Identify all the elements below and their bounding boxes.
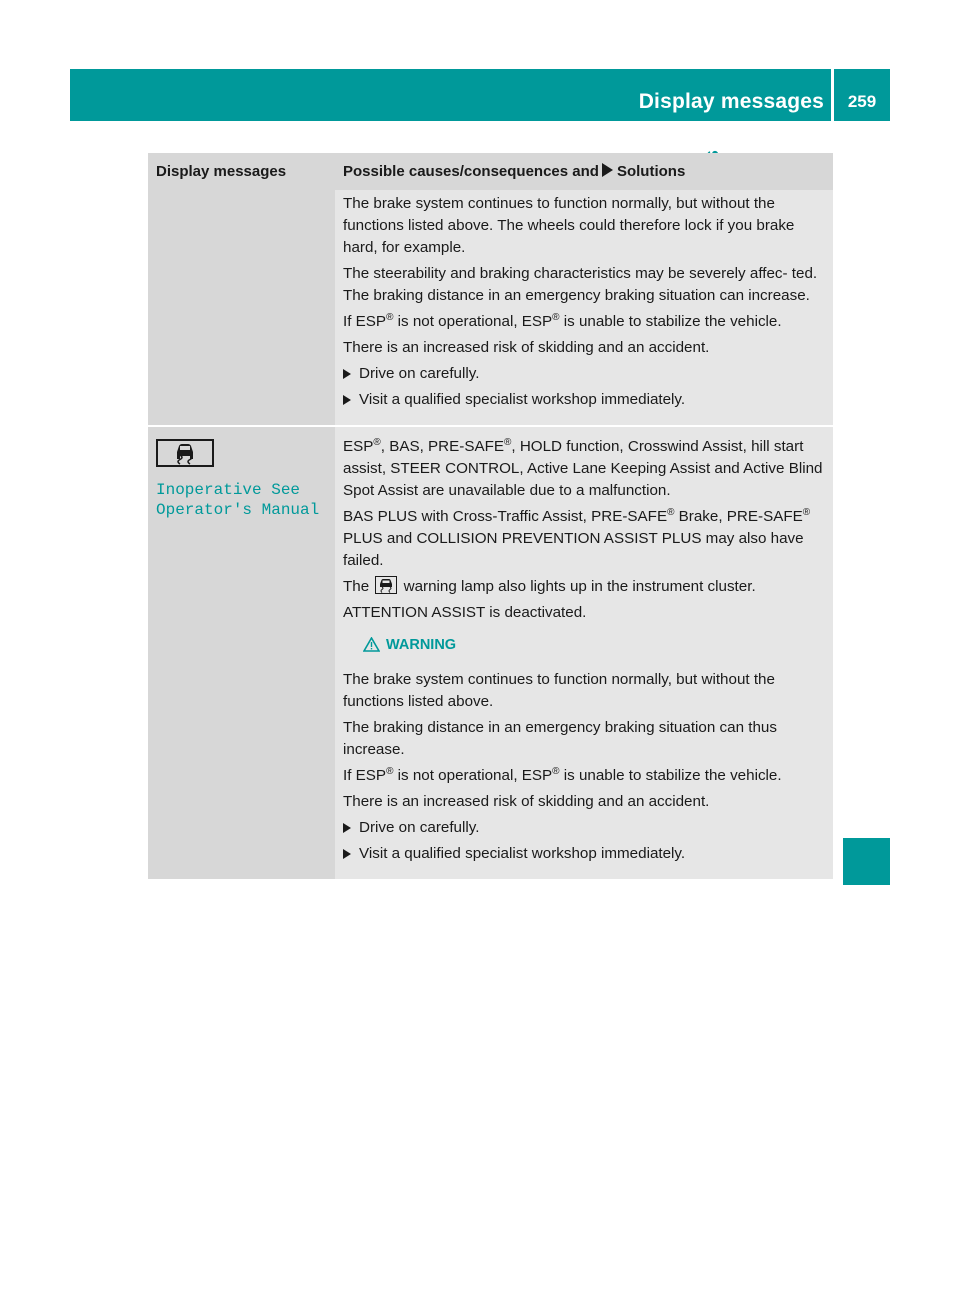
row2-esp-paragraph — [343, 436, 829, 502]
table-row — [148, 190, 833, 426]
registered-mark: ® — [667, 506, 675, 518]
bullet-arrow-icon — [343, 395, 351, 405]
text-fragment: warning lamp also lights up in the instrument cluster. — [403, 578, 756, 595]
warning-label: WARNING — [386, 637, 457, 653]
skid-warning-icon — [156, 439, 214, 467]
message-line: Inoperative See — [156, 481, 301, 499]
row1-message-cell — [148, 190, 335, 426]
text-fragment: is unable to stabilize the vehicle. — [559, 767, 782, 784]
display-messages-table — [148, 153, 833, 879]
col-header-display-messages: Display messages — [148, 153, 335, 190]
row2-warning-paragraph: The braking distance in an emergency braking situation can thus increase. — [343, 719, 777, 758]
text-fragment: , HOLD function, Crosswind Assist, hill start assist, STEER CONTROL, Active Lane Keeping Assist and Active Blind Spot Assist are unavailable due to a malfunction. — [343, 438, 823, 499]
skid-warning-lamp-icon — [375, 576, 397, 594]
col-header-solutions: Solutions — [616, 163, 686, 180]
table-row — [148, 426, 833, 879]
text-fragment: is not operational, ESP — [393, 313, 553, 330]
registered-mark: ® — [802, 506, 811, 518]
solutions-arrow-icon — [602, 163, 613, 177]
bullet-arrow-icon — [343, 823, 351, 833]
warning-heading — [363, 634, 829, 659]
registered-mark: ® — [552, 765, 560, 777]
text-fragment: BAS PLUS with Cross-Traffic Assist, PRE-SAFE — [343, 508, 668, 525]
row1-paragraph: The brake system continues to function normally, but without the functions listed above. The wheels could therefore lock if you brake hard, for example. — [343, 195, 795, 256]
side-tab-marker — [843, 838, 890, 885]
row2-bullet — [343, 817, 829, 839]
text-fragment: is not operational, ESP — [393, 767, 553, 784]
row2-warning-esp-paragraph — [343, 765, 829, 787]
warning-triangle-icon — [363, 637, 380, 659]
text-fragment: PLUS and COLLISION PREVENTION ASSIST PLUS may also have failed. — [343, 530, 804, 569]
row2-message-cell — [148, 426, 335, 879]
text-fragment: , BAS, PRE-SAFE — [380, 438, 504, 455]
registered-mark: ® — [504, 436, 512, 448]
bullet-text: Drive on carefully. — [359, 365, 480, 382]
side-tab — [843, 150, 887, 800]
page-number: 259 — [847, 92, 877, 111]
header-title: Display messages — [638, 90, 824, 113]
row2-lamp-paragraph — [343, 576, 829, 598]
page-header — [70, 69, 890, 121]
row2-warning-paragraph: There is an increased risk of skidding and an accident. — [343, 793, 710, 810]
text-fragment: Brake, PRE-SAFE — [674, 508, 803, 525]
table-header-row — [148, 153, 833, 190]
row1-paragraph: The steerability and braking characteristics may be severely affec- ted. The braking distance in an emergency braking situation can increase. — [343, 265, 818, 304]
bullet-arrow-icon — [343, 849, 351, 859]
row2-causes-cell — [335, 426, 833, 879]
text-fragment: The — [343, 578, 370, 595]
bullet-arrow-icon — [343, 369, 351, 379]
registered-mark: ® — [386, 765, 394, 777]
text-fragment: If ESP — [343, 767, 387, 784]
registered-mark: ® — [373, 436, 381, 448]
col-header-causes — [335, 153, 833, 190]
row1-bullet — [343, 389, 829, 411]
bullet-text: Visit a qualified specialist workshop immediately. — [359, 391, 686, 408]
bullet-text: Visit a qualified specialist workshop immediately. — [359, 845, 686, 862]
text-fragment: If ESP — [343, 313, 387, 330]
message-line: Operator's Manual — [156, 501, 320, 519]
col-header-causes-prefix: Possible causes/consequences and — [343, 163, 599, 180]
row1-esp-paragraph — [343, 311, 829, 333]
row1-causes-cell — [335, 190, 833, 426]
registered-mark: ® — [386, 311, 394, 323]
row2-warning-paragraph: The brake system continues to function normally, but without the functions listed above. — [343, 671, 775, 710]
text-fragment: ESP — [343, 438, 374, 455]
row1-bullet — [343, 363, 829, 385]
row2-bas-paragraph — [343, 506, 829, 572]
text-fragment: is unable to stabilize the vehicle. — [559, 313, 782, 330]
registered-mark: ® — [552, 311, 560, 323]
row2-paragraph: ATTENTION ASSIST is deactivated. — [343, 604, 587, 621]
row1-paragraph: There is an increased risk of skidding and an accident. — [343, 339, 710, 356]
display-message-text — [156, 480, 327, 520]
row2-bullet — [343, 843, 829, 865]
bullet-text: Drive on carefully. — [359, 819, 480, 836]
